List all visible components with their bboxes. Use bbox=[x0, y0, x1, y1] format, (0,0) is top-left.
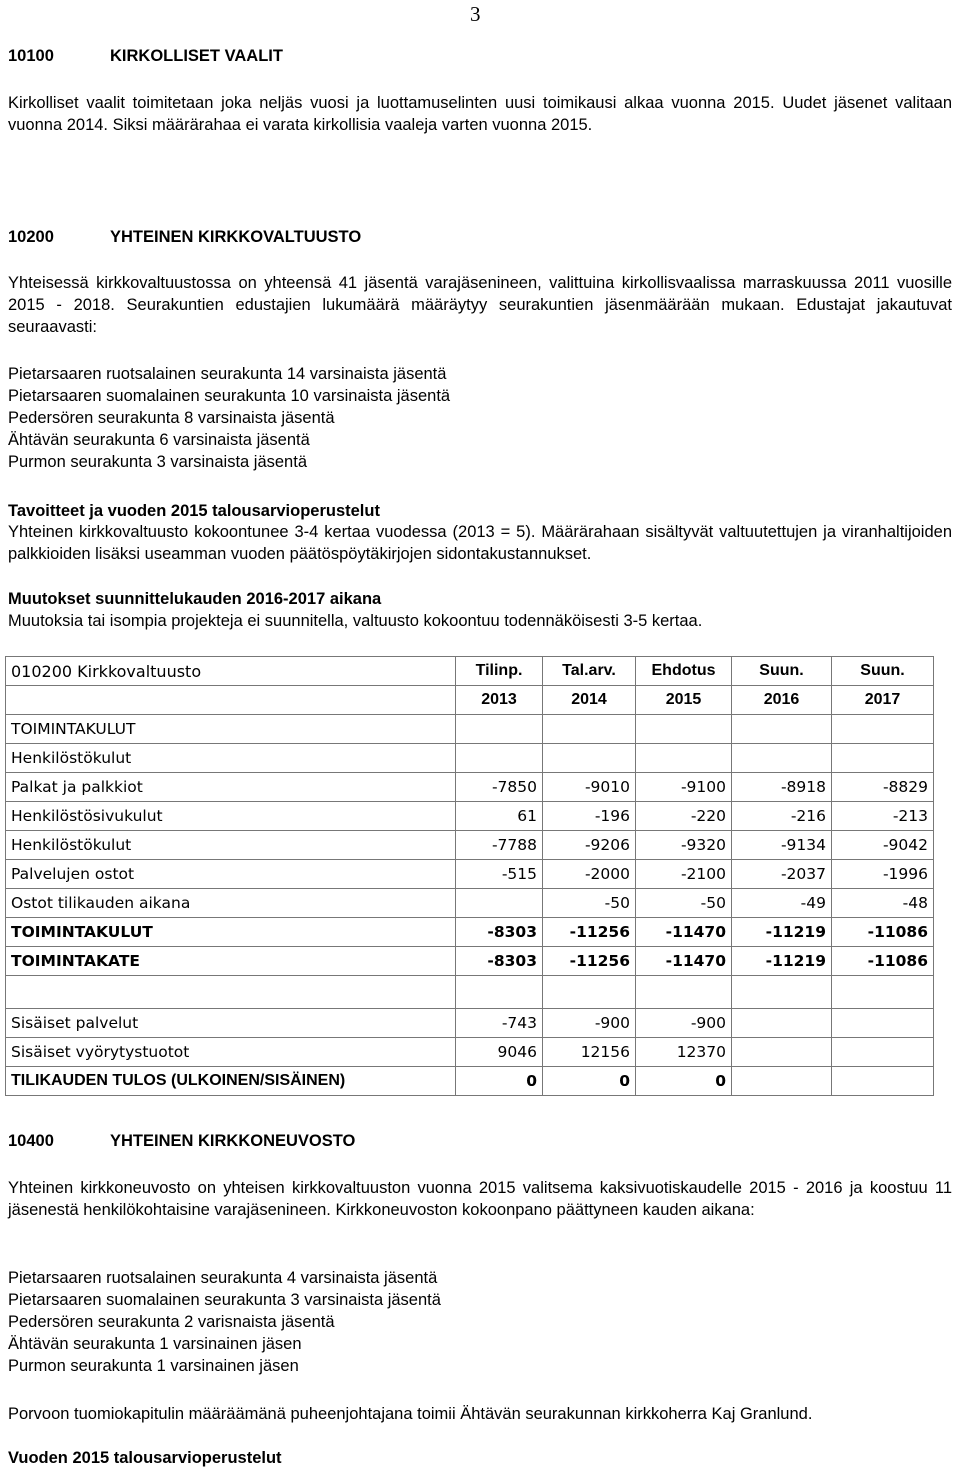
section-text-10100: Kirkolliset vaalit toimitetaan joka neljäs vuosi ja luottamuselinten uusi toimikausi alkaa vuonna 2015. Uudet jäsenet valitaan vuonna 2014. Siksi määrärahaa ei varata kirkollisia vaaleja varten vuonna 2015. bbox=[8, 94, 952, 134]
cell-value: -9206 bbox=[543, 831, 636, 860]
row-label: TOIMINTAKATE bbox=[6, 947, 456, 976]
cell-value: 12156 bbox=[543, 1038, 636, 1067]
budget-table bbox=[5, 656, 934, 1096]
cell-value: -196 bbox=[543, 802, 636, 831]
table-row bbox=[6, 1038, 934, 1067]
cell-value: -50 bbox=[543, 889, 636, 918]
cell-value: -11086 bbox=[832, 947, 934, 976]
row-label: TOIMINTAKULUT bbox=[6, 918, 456, 947]
cell-value: -9100 bbox=[636, 773, 732, 802]
cell-value: -743 bbox=[456, 1009, 543, 1038]
cell-value bbox=[456, 889, 543, 918]
section-text-10200: Yhteisessä kirkkovaltuustossa on yhteensä 41 jäsentä varajäsenineen, valittuina kirkollisvaalissa marraskuussa 2011 vuosille 2015 - 2018. Seurakuntien edustajien lukumäärä määräytyy seurakuntien jäsenmäärään mukaan. Edustajat jakautuvat seuraavasti: bbox=[8, 274, 952, 336]
col-type: Suun. bbox=[832, 657, 934, 686]
table-row bbox=[6, 802, 934, 831]
goals-text: Yhteinen kirkkovaltuusto kokoontunee 3-4 kertaa vuodessa (2013 = 5). Määrärahaan sisältyvät valtuutettujen ja viranhaltijoiden palkkioiden lisäksi useamman vuoden päätöspöytäkirjojen sidontakustannukset. bbox=[8, 523, 952, 563]
cell-value: -11470 bbox=[636, 918, 732, 947]
section-title: YHTEINEN KIRKKOVALTUUSTO bbox=[110, 228, 362, 246]
cell-value: -9010 bbox=[543, 773, 636, 802]
goals-heading: Tavoitteet ja vuoden 2015 talousarvioperustelut bbox=[8, 502, 380, 520]
cell-value: -49 bbox=[732, 889, 832, 918]
col-year: 2017 bbox=[832, 686, 934, 715]
row-label: Sisäiset palvelut bbox=[6, 1009, 456, 1038]
col-year: 2016 bbox=[732, 686, 832, 715]
cell-value: -9042 bbox=[832, 831, 934, 860]
list-item: Pietarsaaren ruotsalainen seurakunta 4 varsinaista jäsentä bbox=[8, 1269, 438, 1287]
table-spacer-row bbox=[6, 976, 934, 1009]
table-row bbox=[6, 860, 934, 889]
cell-value: -220 bbox=[636, 802, 732, 831]
table-row bbox=[6, 1009, 934, 1038]
row-label: Palkat ja palkkiot bbox=[6, 773, 456, 802]
cell-value: -50 bbox=[636, 889, 732, 918]
cell-value: -515 bbox=[456, 860, 543, 889]
col-type: Ehdotus bbox=[636, 657, 732, 686]
cell-value: -900 bbox=[543, 1009, 636, 1038]
cell-value: -11086 bbox=[832, 918, 934, 947]
list-item: Pedersören seurakunta 2 varisnaista jäsentä bbox=[8, 1313, 335, 1331]
list-item: Ähtävän seurakunta 1 varsinainen jäsen bbox=[8, 1335, 302, 1353]
cell-value: -2000 bbox=[543, 860, 636, 889]
page-number: 3 bbox=[470, 2, 481, 26]
list-item: Pietarsaaren suomalainen seurakunta 3 varsinaista jäsentä bbox=[8, 1291, 441, 1309]
cell-value: 61 bbox=[456, 802, 543, 831]
section-code: 10100 bbox=[8, 47, 54, 65]
list-item: Pedersören seurakunta 8 varsinaista jäsentä bbox=[8, 409, 335, 427]
cell-value: -8303 bbox=[456, 918, 543, 947]
budget-heading: Vuoden 2015 talousarvioperustelut bbox=[8, 1449, 282, 1467]
table-row bbox=[6, 773, 934, 802]
cell-value: -8303 bbox=[456, 947, 543, 976]
cell-value: 9046 bbox=[456, 1038, 543, 1067]
section-heading-10400 bbox=[8, 1132, 355, 1151]
cell-value: -11219 bbox=[732, 918, 832, 947]
cell-value: -11470 bbox=[636, 947, 732, 976]
section-title: KIRKOLLISET VAALIT bbox=[110, 47, 283, 65]
cell-value: 0 bbox=[456, 1067, 543, 1096]
row-label: Henkilöstösivukulut bbox=[6, 802, 456, 831]
col-year: 2014 bbox=[543, 686, 636, 715]
cell-value: -11256 bbox=[543, 947, 636, 976]
cell-value: 0 bbox=[636, 1067, 732, 1096]
row-label: Palvelujen ostot bbox=[6, 860, 456, 889]
cell-value: -213 bbox=[832, 802, 934, 831]
section-text-10400: Yhteinen kirkkoneuvosto on yhteisen kirkkovaltuuston vuonna 2015 valitsema kaksivuotiskaudelle 2015 - 2016 ja koostuu 11 jäsenestä henkilökohtaisine varajäsenineen. Kirkkoneuvoston kokoonpano päättyneen kauden aikana: bbox=[8, 1179, 952, 1219]
table-row-total bbox=[6, 918, 934, 947]
table-header-row bbox=[6, 657, 934, 686]
row-label: TOIMINTAKULUT bbox=[6, 715, 456, 744]
cell-value: -8829 bbox=[832, 773, 934, 802]
cell-value: -900 bbox=[636, 1009, 732, 1038]
list-item: Pietarsaaren ruotsalainen seurakunta 14 varsinaista jäsentä bbox=[8, 365, 447, 383]
changes-text: Muutoksia tai isompia projekteja ei suunnitella, valtuusto kokoontuu todennäköisesti 3-5 kertaa. bbox=[8, 612, 703, 630]
table-row-total bbox=[6, 947, 934, 976]
section-code: 10200 bbox=[8, 228, 54, 246]
col-year: 2013 bbox=[456, 686, 543, 715]
cell-value: 0 bbox=[543, 1067, 636, 1096]
list-item: Pietarsaaren suomalainen seurakunta 10 varsinaista jäsentä bbox=[8, 387, 451, 405]
table-row bbox=[6, 831, 934, 860]
col-type: Tal.arv. bbox=[543, 657, 636, 686]
cell-value: -7788 bbox=[456, 831, 543, 860]
section-title: YHTEINEN KIRKKONEUVOSTO bbox=[110, 1132, 356, 1150]
list-item: Ähtävän seurakunta 6 varsinaista jäsentä bbox=[8, 431, 310, 449]
row-label: TILIKAUDEN TULOS (ULKOINEN/SISÄINEN) bbox=[6, 1067, 456, 1096]
table-row bbox=[6, 889, 934, 918]
cell-value: -2037 bbox=[732, 860, 832, 889]
table-title: 010200 Kirkkovaltuusto bbox=[6, 657, 456, 686]
chair-text: Porvoon tuomiokapitulin määräämänä puheenjohtajana toimii Ähtävän seurakunnan kirkkoherra Kaj Granlund. bbox=[8, 1405, 813, 1423]
table-row-result bbox=[6, 1067, 934, 1096]
cell-value: -2100 bbox=[636, 860, 732, 889]
col-type: Suun. bbox=[732, 657, 832, 686]
table-row bbox=[6, 744, 934, 773]
section-heading-10200 bbox=[8, 228, 361, 247]
cell-value: -1996 bbox=[832, 860, 934, 889]
changes-heading: Muutokset suunnittelukauden 2016-2017 aikana bbox=[8, 590, 382, 608]
table-year-row bbox=[6, 686, 934, 715]
cell-value: -48 bbox=[832, 889, 934, 918]
row-label: Henkilöstökulut bbox=[6, 744, 456, 773]
cell-value: -9320 bbox=[636, 831, 732, 860]
col-year: 2015 bbox=[636, 686, 732, 715]
row-label: Sisäiset vyörytystuotot bbox=[6, 1038, 456, 1067]
col-type: Tilinp. bbox=[456, 657, 543, 686]
list-item: Purmon seurakunta 3 varsinaista jäsentä bbox=[8, 453, 307, 471]
cell-value: -11219 bbox=[732, 947, 832, 976]
cell-value: -8918 bbox=[732, 773, 832, 802]
section-code: 10400 bbox=[8, 1132, 54, 1150]
section-heading-10100 bbox=[8, 47, 283, 66]
list-item: Purmon seurakunta 1 varsinainen jäsen bbox=[8, 1357, 299, 1375]
board-member-list bbox=[8, 1267, 441, 1377]
table-row bbox=[6, 715, 934, 744]
cell-value: -7850 bbox=[456, 773, 543, 802]
cell-value: -11256 bbox=[543, 918, 636, 947]
row-label: Ostot tilikauden aikana bbox=[6, 889, 456, 918]
cell-value: -216 bbox=[732, 802, 832, 831]
row-label: Henkilöstökulut bbox=[6, 831, 456, 860]
cell-value: 12370 bbox=[636, 1038, 732, 1067]
council-member-list bbox=[8, 363, 450, 473]
cell-value: -9134 bbox=[732, 831, 832, 860]
